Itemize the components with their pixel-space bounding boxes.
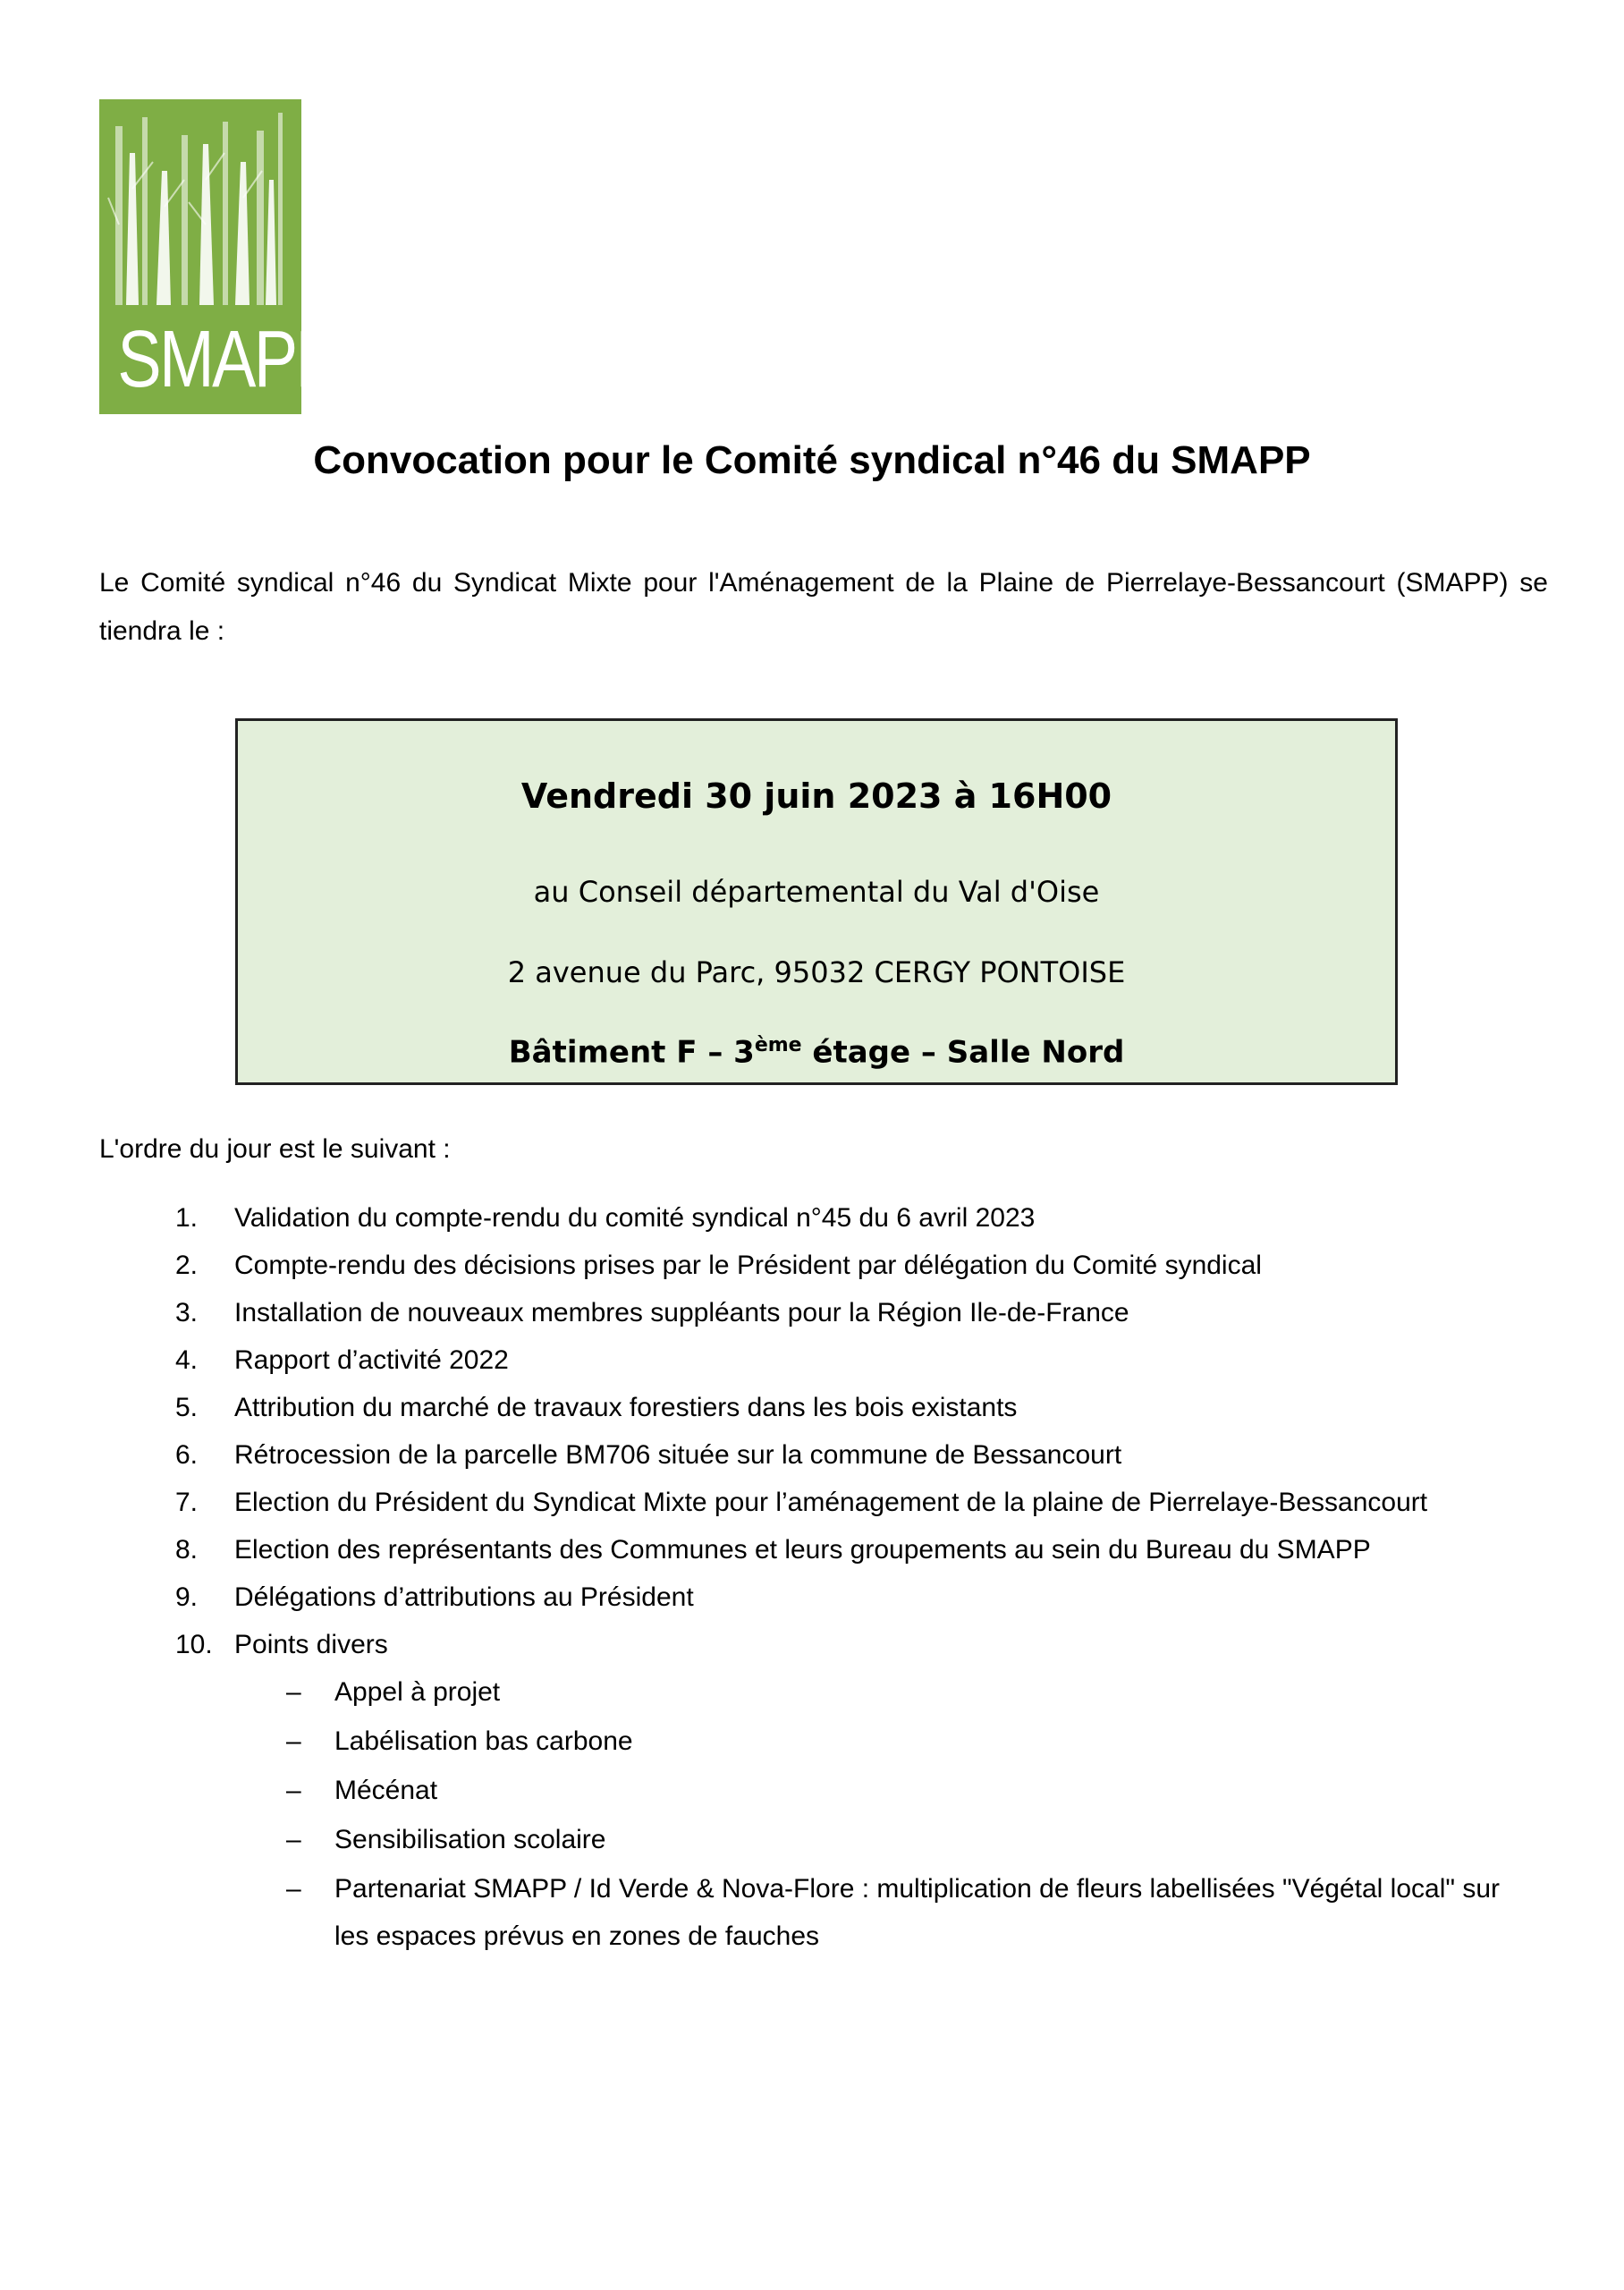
list-item <box>0 1573 1624 1621</box>
item-number: 6. <box>175 1440 199 1470</box>
list-item <box>0 1336 1624 1384</box>
item-number: 9. <box>175 1582 199 1612</box>
sub-item-text: Partenariat SMAPP / Id Verde & Nova-Flore : multiplication de fleurs labellisées "Végétal local" sur les espaces prévus en zones de fauches <box>334 1874 1501 1951</box>
item-text: Validation du compte-rendu du comité syndical n°45 du 6 avril 2023 <box>234 1203 1036 1233</box>
list-item <box>0 1289 1624 1336</box>
list-item <box>0 1242 1624 1289</box>
sub-item-text: Labélisation bas carbone <box>334 1726 633 1756</box>
list-item <box>0 1479 1624 1526</box>
dash-bullet: – <box>286 1726 301 1756</box>
meeting-venue: au Conseil départemental du Val d'Oise <box>533 875 1100 909</box>
sub-item-text: Mécénat <box>334 1776 438 1805</box>
room-prefix: Bâtiment F – 3 <box>508 1034 755 1071</box>
item-number: 1. <box>175 1203 199 1233</box>
item-number: 7. <box>175 1488 199 1517</box>
dash-bullet: – <box>286 1776 301 1805</box>
item-number: 10. <box>175 1630 213 1659</box>
list-item <box>0 1194 1624 1242</box>
room-superscript: ème <box>754 1034 802 1056</box>
meeting-info-box <box>235 718 1398 1085</box>
meeting-date: Vendredi 30 juin 2023 à 16H00 <box>520 776 1112 816</box>
list-item <box>0 1431 1624 1479</box>
item-text: Compte-rendu des décisions prises par le Président par délégation du Comité syndical <box>234 1251 1262 1280</box>
sub-item-text: Sensibilisation scolaire <box>334 1825 606 1854</box>
item-number: 4. <box>175 1345 199 1375</box>
list-item <box>0 1526 1624 1573</box>
item-number: 3. <box>175 1298 199 1327</box>
sub-list-item <box>0 1816 1624 1865</box>
logo-text: SMAPP <box>117 315 338 404</box>
item-number: 2. <box>175 1251 199 1280</box>
item-text: Attribution du marché de travaux forestiers dans les bois existants <box>234 1393 1018 1422</box>
dash-bullet: – <box>286 1825 301 1854</box>
list-item <box>0 1384 1624 1431</box>
item-text: Points divers <box>234 1630 388 1659</box>
meeting-room <box>238 1034 1395 1070</box>
item-text: Election des représentants des Communes et leurs groupements au sein du Bureau du SMAPP <box>234 1535 1371 1565</box>
agenda-list <box>0 1194 1624 1668</box>
sub-list-item <box>0 1865 1624 1960</box>
item-number: 5. <box>175 1393 199 1422</box>
item-text: Installation de nouveaux membres suppléants pour la Région Ile-de-France <box>234 1298 1129 1327</box>
intro-paragraph: Le Comité syndical n°46 du Syndicat Mixte pour l'Aménagement de la Plaine de Pierrelaye-Bessancourt (SMAPP) se tiendra le : <box>99 568 1548 646</box>
sub-list-item <box>0 1668 1624 1718</box>
item-text: Rapport d’activité 2022 <box>234 1345 509 1375</box>
item-text: Rétrocession de la parcelle BM706 située sur la commune de Bessancourt <box>234 1440 1122 1470</box>
sub-list-item <box>0 1718 1624 1767</box>
list-item <box>0 1621 1624 1668</box>
points-divers-list <box>0 1668 1624 1960</box>
meeting-address: 2 avenue du Parc, 95032 CERGY PONTOISE <box>507 955 1126 989</box>
item-number: 8. <box>175 1535 199 1565</box>
agenda-label: L'ordre du jour est le suivant : <box>99 1134 451 1164</box>
room-suffix: étage – Salle Nord <box>801 1034 1125 1071</box>
page-title: Convocation pour le Comité syndical n°46 du SMAPP <box>313 438 1311 482</box>
sub-item-text: Appel à projet <box>334 1677 501 1707</box>
item-text: Délégations d’attributions au Président <box>234 1582 694 1612</box>
dash-bullet: – <box>286 1874 301 1904</box>
item-text: Election du Président du Syndicat Mixte pour l’aménagement de la plaine de Pierrelaye-Bessancourt <box>234 1488 1428 1517</box>
dash-bullet: – <box>286 1677 301 1707</box>
smapp-logo <box>99 99 338 414</box>
sub-list-item <box>0 1767 1624 1816</box>
